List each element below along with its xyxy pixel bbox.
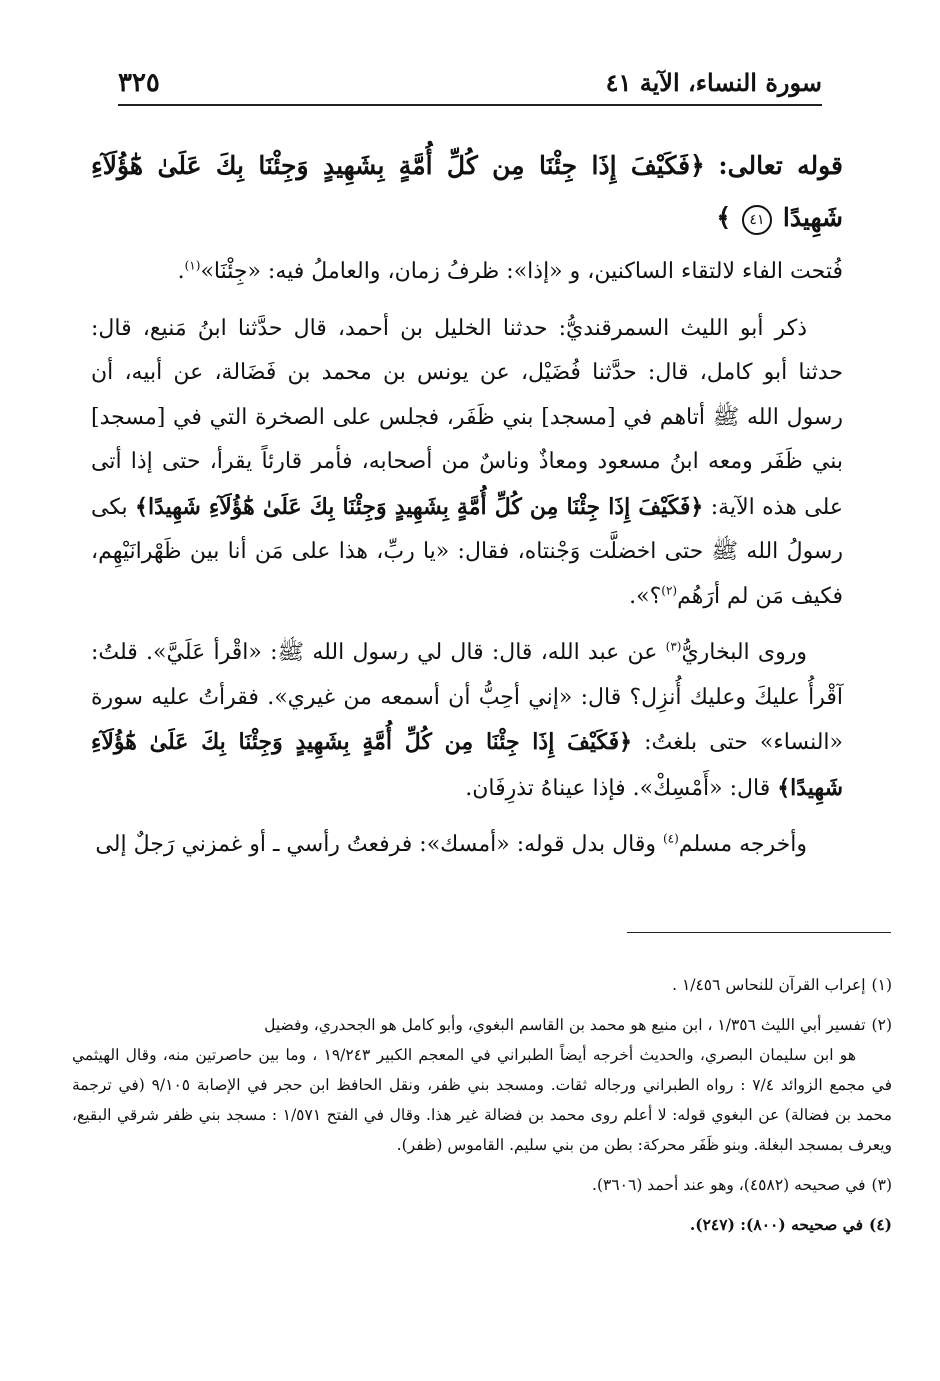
footnote-text: في صحيحه (٨٠٠): (٢٤٧).	[689, 1215, 863, 1234]
paragraph-tail: ؟».	[629, 583, 662, 609]
paragraph-text: وروى البخاريُّ	[681, 640, 807, 665]
footnote-number: (١)	[871, 976, 892, 994]
footnote-2	[72, 1010, 892, 1160]
paragraph-text: فُتحت الفاء لالتقاء الساكنين، و «إذا»: ظرفُ زمان، والعاملُ فيه: «جِئْنَا»	[200, 259, 843, 284]
quran-quote: ﴿فَكَيْفَ إِذَا جِئْنَا مِن كُلِّ أُمَّةٍ بِشَهِيدٍ وَجِئْنَا بِكَ عَلَىٰ هَٰٓؤُلَآءِ شَهِيدًا﴾	[91, 729, 843, 801]
footnote-3	[72, 1170, 892, 1200]
verse-closing-bracket: ﴾	[716, 203, 731, 232]
paragraph-text: قال: «أَمْسِكْ». فإذا عيناهُ تذرِفَان.	[465, 775, 771, 801]
footnote-text: في صحيحه (٤٥٨٢)، وهو عند أحمد (٣٦٠٦).	[592, 1176, 866, 1194]
verse-quran-text: ﴿فَكَيْفَ إِذَا جِئْنَا مِن كُلِّ أُمَّةٍ بِشَهِيدٍ وَجِئْنَا بِكَ عَلَىٰ هَٰٓؤُلَآءِ شَهِيدًا	[91, 151, 843, 232]
paragraph-samarqandi	[91, 307, 843, 620]
paragraph-text: ذكر أبو الليث السمرقنديُّ: حدثنا الخليل بن أحمد، قال حدَّثنا ابنُ مَنيع، قال: حدثنا أبو كامل، قال: حدَّثنا فُضَيْل، عن يونس بن محمد بن فَضَالة، عن أبيه، أن رسول الله ﷺ أتاهم في [مسجد] بني ظَفَر، فجلس على الصخرة التي في [مسجد] بني ظَفَر ومعه ابنُ مسعود ومعاذٌ وناسٌ من أصحابه، فأمر قارئاً يقرأ، حتى إذا أتى على هذه الآية:	[91, 315, 843, 520]
surah-title: سورة النساء، الآية ٤١	[605, 68, 822, 97]
paragraph-bukhari	[91, 631, 843, 811]
footnote-ref: (١)	[184, 258, 201, 273]
ayah-number-marker: ٤١	[742, 205, 772, 235]
footnote-number: (٤)	[868, 1215, 892, 1234]
paragraph-grammar	[91, 250, 843, 295]
page-number: ٣٢٥	[118, 68, 160, 98]
footnote-ref: (٤)	[662, 831, 679, 846]
paragraph-text: بكى رسولُ الله ﷺ حتى اخضلَّت وَجْنتاه، فقال: «يا ربِّ، هذا على مَن أنا بين ظَهْرانَيْهِم، فكيف مَن لم أرَهُم	[91, 494, 843, 609]
paragraph-text: وقال بدل قوله: «أمسك»: فرفعتُ رأسي ـ أو غمزني رَجلٌ إلى	[95, 832, 656, 857]
footnote-number: (٢)	[871, 1016, 892, 1034]
paragraph-text: وأخرجه مسلم	[678, 832, 807, 857]
footnote-ref: (٢)	[661, 583, 678, 598]
paragraph-text: عن عبد الله، قال: قال لي رسول الله ﷺ: «اقْرأ عَلَيَّ». قلتُ: آقْرأُ عليكَ وعليك أُنزِل؟ قال: «إني أحِبُّ أن أسمعه من غيري». فقرأتُ عليه سورة «النساء» حتى بلغتُ:	[91, 640, 843, 755]
footnote-1	[72, 970, 892, 1000]
footnote-number: (٣)	[871, 1176, 892, 1194]
paragraph-muslim	[91, 823, 843, 868]
verse-heading	[91, 140, 843, 244]
footnote-continuation: هو ابن سليمان البصري، والحديث أخرجه أيضاً الطبراني في المعجم الكبير ١٩/٢٤٣ ، وما بين حاصرتين منه، وقال الهيثمي في مجمع الزوائد ٧/٤ : رواه الطبراني ورجاله ثقات. ومسجد بني ظفر، ونقل الحافظ ابن حجر في الإصابة ٩/١٠٥ (في ترجمة محمد بن فضالة) عن البغوي قوله: لا أعلم روى محمد بن فضالة غير هذا. وقال في الفتح ١/٥٧١ : مسجد بني ظفر شرقي البقيع، ويعرف بمسجد البغلة. وبنو ظَفَر محركة: بطن من بني سليم. القاموس (ظفر).	[72, 1046, 892, 1154]
paragraph-tail: .	[177, 259, 185, 284]
footnote-ref: (٣)	[665, 639, 682, 654]
footnotes	[72, 970, 892, 1250]
verse-lead: قوله تعالى:	[718, 151, 843, 180]
header-rule	[118, 104, 822, 106]
footnote-text: تفسير أبي الليث ١/٣٥٦ ، ابن منيع هو محمد بن القاسم البغوي، وأبو كامل هو الجحدري، وفضيل	[264, 1016, 866, 1034]
main-text	[91, 140, 843, 880]
footnote-text: إعراب القرآن للنحاس ١/٤٥٦ .	[672, 976, 866, 994]
footnote-separator	[627, 932, 891, 933]
footnote-4	[72, 1210, 892, 1240]
quran-quote: ﴿فَكَيْفَ إِذَا جِئْنَا مِن كُلِّ أُمَّةٍ بِشَهِيدٍ وَجِئْنَا بِكَ عَلَىٰ هَٰٓؤُلَآءِ شَهِيدًا﴾	[135, 493, 704, 520]
